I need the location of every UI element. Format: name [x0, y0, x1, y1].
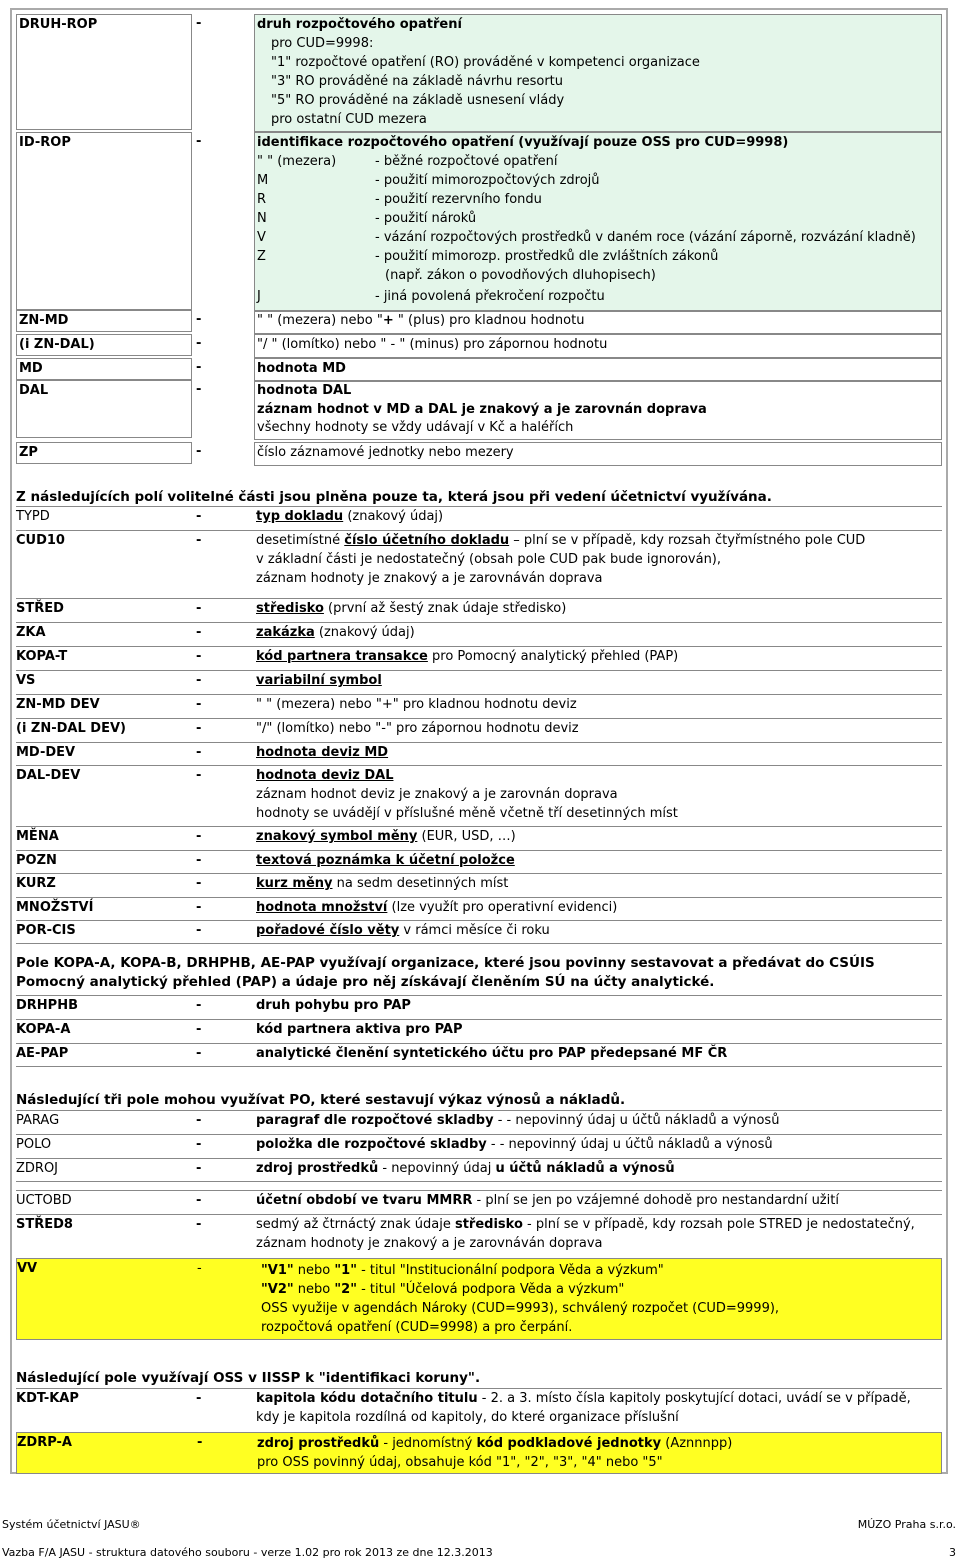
- por-cis-desc: [254, 921, 942, 940]
- zdrp-a-row: [16, 1432, 942, 1474]
- zdroj-row: [16, 1158, 942, 1182]
- zn-md-text-a: " " (mezera) nebo ": [257, 313, 383, 328]
- vv-l1-b: "V1": [261, 1263, 294, 1278]
- id-rop-val-3: - použití rezervního fondu: [375, 192, 542, 207]
- md-dash: -: [196, 360, 202, 375]
- por-cis-rest: v rámci měsíce či roku: [399, 923, 550, 938]
- mena-code: MĚNA: [16, 829, 59, 844]
- cud10-p2: číslo účetního dokladu: [344, 533, 510, 548]
- zn-md-row: [16, 310, 942, 332]
- zdroj-bold: zdroj prostředků: [256, 1161, 379, 1176]
- polo-row: [16, 1134, 942, 1157]
- pozn-code: POZN: [16, 853, 57, 868]
- stred8-bold: středisko: [454, 1217, 523, 1232]
- md-dev-row: [16, 742, 942, 765]
- kopa-a-code: KOPA-A: [16, 1022, 71, 1037]
- id-rop-desc: [254, 132, 942, 312]
- drhphb-dash: -: [196, 998, 202, 1013]
- id-rop-val-2: - použití mimorozpočtových zdrojů: [375, 173, 600, 188]
- polo-desc: [254, 1135, 942, 1154]
- typd-code: TYPD: [16, 509, 50, 524]
- zn-md-dev-dash: -: [196, 697, 202, 712]
- parag-code: PARAG: [16, 1113, 60, 1128]
- section4-heading: Následující tři pole mohou využívat PO, které sestavují výkaz výnosů a nákladů.: [16, 1092, 626, 1108]
- zka-row: [16, 622, 942, 645]
- typd-desc: [254, 507, 942, 526]
- zp-dash: -: [196, 444, 202, 459]
- id-rop-key-4: N: [257, 211, 267, 226]
- stred8-line-2: záznam hodnoty je znakový a je zarovnáván doprava: [256, 1236, 603, 1251]
- footer-system: Systém účetnictví JASU®: [2, 1518, 141, 1531]
- vv-dash: -: [197, 1261, 202, 1276]
- zdrp-a-bold: zdroj prostředků: [257, 1436, 380, 1451]
- kopa-t-dash: -: [196, 649, 202, 664]
- cud10-line-2: v základní části je nedostatečný (obsah pole CUD pak bude ignorován),: [256, 552, 722, 567]
- polo-rest: - - nepovinný údaj u účtů nákladů a výnosů: [486, 1137, 773, 1152]
- md-desc: hodnota MD: [254, 358, 942, 382]
- kdt-kap-row: [16, 1388, 942, 1431]
- kurz-rest: na sedm desetinných míst: [332, 876, 509, 891]
- drhphb-row: [16, 995, 942, 1018]
- kdt-kap-rest: - 2. a 3. místo čísla kapitoly poskytující dotaci, uvádí se v případě,: [477, 1391, 911, 1406]
- zn-md-text-c: " (plus) pro kladnou hodnotu: [393, 313, 585, 328]
- por-cis-row: [16, 920, 942, 944]
- pozn-desc: textová poznámka k účetní položce: [256, 853, 515, 868]
- zdrp-a-rest: - jednomístný: [379, 1436, 477, 1451]
- zn-dal-dev-desc: "/" (lomítko) nebo "-" pro zápornou hodnotu deviz: [256, 721, 579, 736]
- cud10-row: [16, 530, 942, 597]
- mena-desc: [254, 827, 942, 846]
- kdt-kap-dash: -: [196, 1391, 202, 1406]
- section2-heading: Z následujících polí volitelné části jsou plněna pouze ta, která jsou při vedení účetnictví využívána.: [16, 489, 772, 505]
- zka-dash: -: [196, 625, 202, 640]
- stred8-code: STŘED8: [16, 1217, 73, 1232]
- mnozstvi-bold: hodnota množství: [256, 900, 388, 915]
- vv-l1-a: nebo: [293, 1263, 335, 1278]
- id-rop-key-6: Z: [257, 249, 266, 264]
- kopa-a-desc: kód partnera aktiva pro PAP: [256, 1022, 463, 1037]
- druh-rop-line-4: "5" RO prováděné na základě usnesení vlády: [271, 93, 565, 108]
- mena-row: [16, 826, 942, 849]
- section5-heading: Následující pole využívají OSS v IISSP k "identifikaci koruny".: [16, 1370, 481, 1386]
- zn-md-dev-row: [16, 694, 942, 717]
- mena-bold: znakový symbol měny: [256, 829, 418, 844]
- zdroj-dash: -: [196, 1161, 202, 1176]
- uctobd-bold: účetní období ve tvaru MMRR: [256, 1193, 473, 1208]
- zdrp-a-dash: -: [197, 1435, 203, 1450]
- footer-document: Vazba F/A JASU - struktura datového souboru - verze 1.02 pro rok 2013 ze dne 12.3.2013: [2, 1546, 493, 1559]
- dal-row: [16, 380, 942, 438]
- stred-row: [16, 598, 942, 621]
- kopa-t-code: KOPA-T: [16, 649, 68, 664]
- druh-rop-title: druh rozpočtového opatření: [257, 17, 462, 32]
- zn-dal-desc: "/ " (lomítko) nebo " - " (minus) pro zápornou hodnotu: [254, 334, 942, 358]
- kdt-kap-code: KDT-KAP: [16, 1391, 79, 1406]
- zp-row: [16, 442, 942, 464]
- vv-l2-b: "V2": [261, 1282, 294, 1297]
- kdt-kap-line-2: kdy je kapitola rozdílná od kapitoly, do které organizace příslušní: [256, 1410, 679, 1425]
- mena-dash: -: [196, 829, 202, 844]
- uctobd-dash: -: [196, 1193, 202, 1208]
- zn-dal-dev-dash: -: [196, 721, 202, 736]
- stred8-dash: -: [196, 1217, 202, 1232]
- vs-row: [16, 670, 942, 693]
- polo-code: POLO: [16, 1137, 52, 1152]
- dal-dev-line-2: záznam hodnot deviz je znakový a je zarovnán doprava: [256, 787, 618, 802]
- kopa-a-dash: -: [196, 1022, 202, 1037]
- vv-line-4: rozpočtová opatření (CUD=9998) a pro čerpání.: [261, 1320, 573, 1335]
- id-rop-val-8: - jiná povolená překročení rozpočtu: [375, 289, 605, 304]
- typd-rest: (znakový údaj): [343, 509, 444, 524]
- mnozstvi-row: [16, 897, 942, 920]
- kopa-t-desc: [254, 647, 942, 666]
- stred-bold: středisko: [256, 601, 324, 616]
- vv-l2-d: - titul "Účelová podpora Věda a výzkum": [356, 1282, 625, 1297]
- zdrp-a-rest2: (Aznnnpp): [661, 1436, 733, 1451]
- druh-rop-line-2: "1" rozpočtové opatření (RO) prováděné v kompetenci organizace: [271, 55, 700, 70]
- kopa-t-row: [16, 646, 942, 669]
- mnozstvi-desc: [254, 898, 942, 917]
- drhphb-desc: druh pohybu pro PAP: [256, 998, 411, 1013]
- cud10-code: CUD10: [16, 533, 65, 548]
- id-rop-val-6: - použití mimorozp. prostředků dle zvláštních zákonů: [375, 249, 719, 264]
- druh-rop-dash: -: [196, 16, 202, 31]
- dal-code: DAL: [16, 380, 192, 438]
- section3-heading-2: Pomocný analytický přehled (PAP) a údaje pro něj získávají členěním SÚ na účty analytické.: [16, 974, 715, 990]
- zp-code: ZP: [16, 442, 192, 464]
- zdroj-bold2: u účtů nákladů a výnosů: [495, 1161, 675, 1176]
- id-rop-key-5: V: [257, 230, 266, 245]
- vs-dash: -: [196, 673, 202, 688]
- drhphb-code: DRHPHB: [16, 998, 78, 1013]
- ae-pap-code: AE-PAP: [16, 1046, 69, 1061]
- zdrp-a-line-2: pro OSS povinný údaj, obsahuje kód "1", "2", "3", "4" nebo "5": [257, 1455, 663, 1470]
- id-rop-val-1: - běžné rozpočtové opatření: [375, 154, 558, 169]
- typd-dash: -: [196, 509, 202, 524]
- zdrp-a-code: ZDRP-A: [17, 1435, 72, 1450]
- uctobd-desc: [254, 1191, 942, 1210]
- ae-pap-row: [16, 1043, 942, 1067]
- id-rop-row: [16, 132, 942, 310]
- dal-title: hodnota DAL: [257, 383, 352, 398]
- vv-l1-d: - titul "Institucionální podpora Věda a výzkum": [356, 1263, 664, 1278]
- kurz-dash: -: [196, 876, 202, 891]
- dal-dash: -: [196, 382, 202, 397]
- typd-bold: typ dokladu: [256, 509, 344, 524]
- md-dev-code: MD-DEV: [16, 745, 76, 760]
- zn-dal-dev-code: (i ZN-DAL DEV): [16, 721, 126, 736]
- dal-dev-dash: -: [196, 768, 202, 783]
- md-dev-dash: -: [196, 745, 202, 760]
- id-rop-val-5: - vázání rozpočtových prostředků v daném roce (vázání záporně, rozvázání kladně): [375, 230, 916, 245]
- md-row: [16, 358, 942, 380]
- zn-md-dev-code: ZN-MD DEV: [16, 697, 100, 712]
- polo-bold: položka dle rozpočtové skladby: [256, 1137, 487, 1152]
- vs-desc: variabilní symbol: [256, 673, 382, 688]
- stred-dash: -: [196, 601, 202, 616]
- zn-dal-code: (i ZN-DAL): [16, 334, 192, 356]
- parag-rest: - - nepovinný údaj u účtů nákladů a výnosů: [493, 1113, 780, 1128]
- vv-l2-a: nebo: [293, 1282, 335, 1297]
- section3-heading-1: Pole KOPA-A, KOPA-B, DRHPHB, AE-PAP využívají organizace, které jsou povinny sestavovat a předávat do CSÚIS: [16, 955, 875, 971]
- parag-dash: -: [196, 1113, 202, 1128]
- mnozstvi-rest: (lze využít pro operativní evidenci): [387, 900, 618, 915]
- cud10-line-3: záznam hodnoty je znakový a je zarovnáván doprava: [256, 571, 603, 586]
- zka-bold: zakázka: [256, 625, 315, 640]
- por-cis-dash: -: [196, 923, 202, 938]
- vs-code: VS: [16, 673, 36, 688]
- por-cis-code: POR-CIS: [16, 923, 76, 938]
- id-rop-title: identifikace rozpočtového opatření (využívají pouze OSS pro CUD=9998): [257, 135, 789, 150]
- footer-company: MÚZO Praha s.r.o.: [857, 1518, 956, 1531]
- uctobd-code: UCTOBD: [16, 1193, 72, 1208]
- vv-code: VV: [17, 1261, 38, 1276]
- druh-rop-code: DRUH-ROP: [16, 14, 192, 130]
- pozn-dash: -: [196, 853, 202, 868]
- cud10-p1: desetimístné: [256, 533, 345, 548]
- mena-rest: (EUR, USD, …): [417, 829, 516, 844]
- document-frame: [10, 8, 948, 1474]
- stred8-p2: - plní se v případě, kdy rozsah pole STRED je nedostatečný,: [522, 1217, 915, 1232]
- vv-l2-c: "2": [334, 1282, 357, 1297]
- stred8-row: [16, 1214, 942, 1257]
- dal-line-2: záznam hodnot v MD a DAL je znakový a je zarovnán doprava: [257, 402, 707, 417]
- id-rop-val-4: - použití nároků: [375, 211, 477, 226]
- footer-page-number: 3: [949, 1546, 956, 1559]
- zn-md-desc: [254, 310, 942, 334]
- vv-line-3: OSS využije v agendách Nároky (CUD=9993), schválený rozpočet (CUD=9999),: [261, 1301, 780, 1316]
- zn-dal-row: [16, 334, 942, 356]
- id-rop-key-3: R: [257, 192, 267, 207]
- kopa-t-rest: pro Pomocný analytický přehled (PAP): [427, 649, 679, 664]
- zn-md-dash: -: [196, 312, 202, 327]
- zn-dal-dash: -: [196, 336, 202, 351]
- kopa-a-row: [16, 1019, 942, 1042]
- stred8-p1: sedmý až čtrnáctý znak údaje: [256, 1217, 455, 1232]
- polo-dash: -: [196, 1137, 202, 1152]
- id-rop-val-7: (např. zákon o povodňových dluhopisech): [385, 268, 656, 283]
- parag-row: [16, 1110, 942, 1133]
- stred-rest: (první až šestý znak údaje středisko): [323, 601, 567, 616]
- dal-dev-row: [16, 765, 942, 826]
- md-dev-desc: hodnota deviz MD: [256, 745, 389, 760]
- dal-desc: [254, 380, 942, 440]
- parag-desc: [254, 1111, 942, 1130]
- druh-rop-line-5: pro ostatní CUD mezera: [271, 112, 427, 127]
- dal-dev-code: DAL-DEV: [16, 768, 81, 783]
- zn-dal-dev-row: [16, 718, 942, 741]
- ae-pap-desc: analytické členění syntetického účtu pro PAP předepsané MF ČR: [256, 1046, 728, 1061]
- kurz-code: KURZ: [16, 876, 56, 891]
- zka-code: ZKA: [16, 625, 46, 640]
- zka-desc: [254, 623, 942, 642]
- druh-rop-desc: [254, 14, 942, 132]
- dal-dev-line-3: hodnoty se uvádějí v příslušné měně včetně tří desetinných míst: [256, 806, 678, 821]
- zdroj-rest: - nepovinný údaj: [378, 1161, 496, 1176]
- kurz-row: [16, 873, 942, 896]
- id-rop-key-2: M: [257, 173, 269, 188]
- cud10-p3: – plní se v případě, kdy rozsah čtyřmístného pole CUD: [509, 533, 866, 548]
- por-cis-bold: pořadové číslo věty: [256, 923, 400, 938]
- pozn-row: [16, 850, 942, 873]
- zdroj-desc: [254, 1159, 942, 1178]
- uctobd-rest: - plní se jen po vzájemné dohodě pro nestandardní užití: [472, 1193, 839, 1208]
- parag-bold: paragraf dle rozpočtové skladby: [256, 1113, 494, 1128]
- vv-l1-c: "1": [334, 1263, 357, 1278]
- stred-desc: [254, 599, 942, 618]
- id-rop-code: ID-ROP: [16, 132, 192, 310]
- kdt-kap-bold: kapitola kódu dotačního titulu: [256, 1391, 478, 1406]
- stred-code: STŘED: [16, 601, 64, 616]
- uctobd-row: [16, 1190, 942, 1213]
- vv-row: [16, 1258, 942, 1340]
- mnozstvi-dash: -: [196, 900, 202, 915]
- kurz-bold: kurz měny: [256, 876, 333, 891]
- zka-rest: (znakový údaj): [314, 625, 415, 640]
- kurz-desc: [254, 874, 942, 893]
- druh-rop-line-1: pro CUD=9998:: [271, 36, 374, 51]
- zn-md-code: ZN-MD: [16, 310, 192, 332]
- zdroj-code: ZDROJ: [16, 1161, 59, 1176]
- dal-line-3: všechny hodnoty se vždy udávají v Kč a haléřích: [257, 420, 574, 435]
- druh-rop-line-3: "3" RO prováděné na základě návrhu resortu: [271, 74, 564, 89]
- id-rop-key-1: " " (mezera): [257, 154, 337, 169]
- zp-desc: číslo záznamové jednotky nebo mezery: [254, 442, 942, 466]
- cud10-dash: -: [196, 533, 202, 548]
- ae-pap-dash: -: [196, 1046, 202, 1061]
- md-code: MD: [16, 358, 192, 380]
- dal-dev-title: hodnota deviz DAL: [256, 768, 394, 783]
- typd-row: [16, 506, 942, 529]
- id-rop-key-8: J: [257, 289, 261, 304]
- mnozstvi-code: MNOŽSTVÍ: [16, 900, 94, 915]
- zdrp-a-bold2: kód podkladové jednotky: [476, 1436, 662, 1451]
- id-rop-dash: -: [196, 134, 202, 149]
- zn-md-dev-desc: " " (mezera) nebo "+" pro kladnou hodnotu deviz: [256, 697, 577, 712]
- druh-rop-row: [16, 14, 942, 130]
- kopa-t-bold: kód partnera transakce: [256, 649, 428, 664]
- zn-md-plus: +: [382, 313, 394, 328]
